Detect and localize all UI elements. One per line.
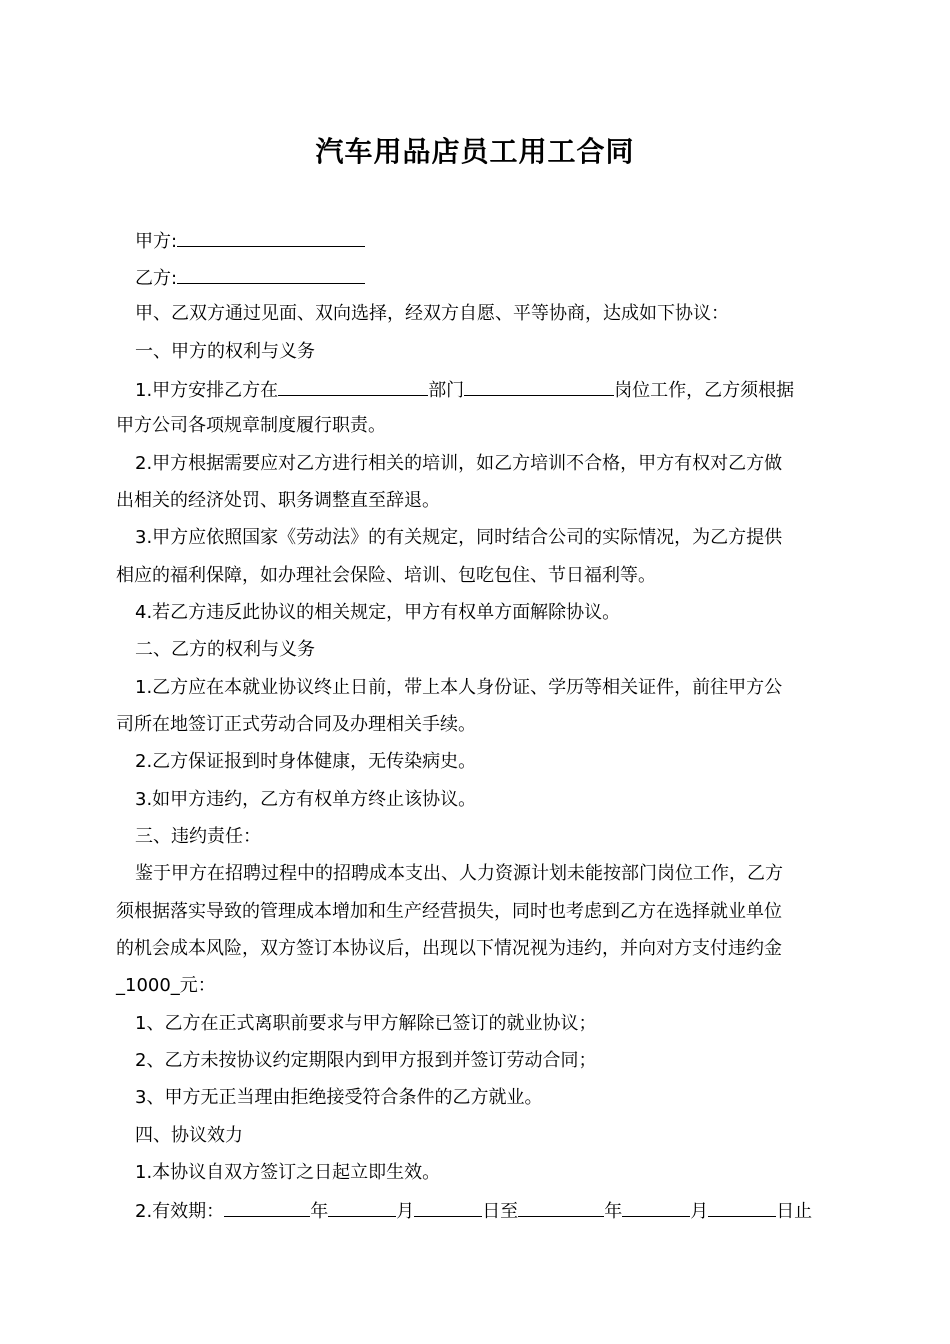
section-2-item-3: 3.如甲方违约，乙方有权单方终止该协议。 [135,789,477,810]
section-1-item-1 [0,377,950,403]
department-blank [278,377,428,396]
section-4-item-1: 1.本协议自双方签订之日起立即生效。 [135,1162,441,1183]
section-3-para-line-4: _1000_元： [116,975,216,996]
intro-text: 甲、乙双方通过见面、双向选择，经双方自愿、平等协商，达成如下协议： [135,303,729,324]
section-1-item-1-cont: 甲方公司各项规章制度履行职责。 [116,415,386,436]
party-b-blank [177,265,365,284]
party-a-label: 甲方: [135,231,178,252]
end-year-blank [518,1198,604,1217]
party-a-line [0,228,950,254]
section-3-item-2: 2、乙方未按协议约定期限内到甲方报到并签订劳动合同； [135,1050,597,1071]
section-1-heading: 一、甲方的权利与义务 [135,341,315,362]
section-3-item-3: 3、甲方无正当理由拒绝接受符合条件的乙方就业。 [135,1087,543,1108]
start-day-blank [414,1198,482,1217]
section-3-para-line-2: 须根据落实导致的管理成本增加和生产经营损失，同时也考虑到乙方在选择就业单位 [116,901,782,922]
end-day-blank [708,1198,776,1217]
section-1-item-2-line-2: 出相关的经济处罚、职务调整直至辞退。 [116,490,440,511]
s1-i1-suffix: 岗位工作，乙方须根据 [614,380,795,401]
section-1-item-3-line-1: 3.甲方应依照国家《劳动法》的有关规定，同时结合公司的实际情况，为乙方提供 [135,527,783,548]
section-1-item-4: 4.若乙方违反此协议的相关规定，甲方有权单方面解除协议。 [135,602,621,623]
s4-i2-month1: 月 [396,1201,415,1222]
section-3-para-line-1: 鉴于甲方在招聘过程中的招聘成本支出、人力资源计划未能按部门岗位工作，乙方 [135,863,783,884]
party-a-blank [177,228,365,247]
section-3-heading: 三、违约责任： [135,826,261,847]
section-2-item-2: 2.乙方保证报到时身体健康，无传染病史。 [135,751,477,772]
s1-i1-mid: 部门 [428,380,465,401]
start-month-blank [328,1198,396,1217]
party-b-label: 乙方: [135,268,178,289]
s4-i2-year2: 年 [604,1201,623,1222]
position-blank [464,377,614,396]
s4-i2-prefix: 2.有效期： [135,1201,225,1222]
section-4-heading: 四、协议效力 [135,1125,243,1146]
end-month-blank [622,1198,690,1217]
s1-i1-prefix: 1.甲方安排乙方在 [135,380,279,401]
party-b-line [0,265,950,291]
section-3-item-1: 1、乙方在正式离职前要求与甲方解除已签订的就业协议； [135,1013,597,1034]
s4-i2-month2: 月 [690,1201,709,1222]
section-2-item-1-line-1: 1.乙方应在本就业协议终止日前，带上本人身份证、学历等相关证件，前往甲方公 [135,677,783,698]
section-2-heading: 二、乙方的权利与义务 [135,639,315,660]
section-1-item-3-line-2: 相应的福利保障，如办理社会保险、培训、包吃包住、节日福利等。 [116,565,656,586]
start-year-blank [224,1198,310,1217]
section-4-item-2 [0,1198,950,1224]
section-3-para-line-3: 的机会成本风险，双方签订本协议后，出现以下情况视为违约，并向对方支付违约金 [116,938,782,959]
section-2-item-1-line-2: 司所在地签订正式劳动合同及办理相关手续。 [116,714,476,735]
section-1-item-2-line-1: 2.甲方根据需要应对乙方进行相关的培训，如乙方培训不合格，甲方有权对乙方做 [135,453,783,474]
s4-i2-day2: 日止 [776,1201,813,1222]
s4-i2-year1: 年 [310,1201,329,1222]
s4-i2-day1: 日至 [482,1201,519,1222]
document-title: 汽车用品店员工用工合同 [315,135,635,168]
